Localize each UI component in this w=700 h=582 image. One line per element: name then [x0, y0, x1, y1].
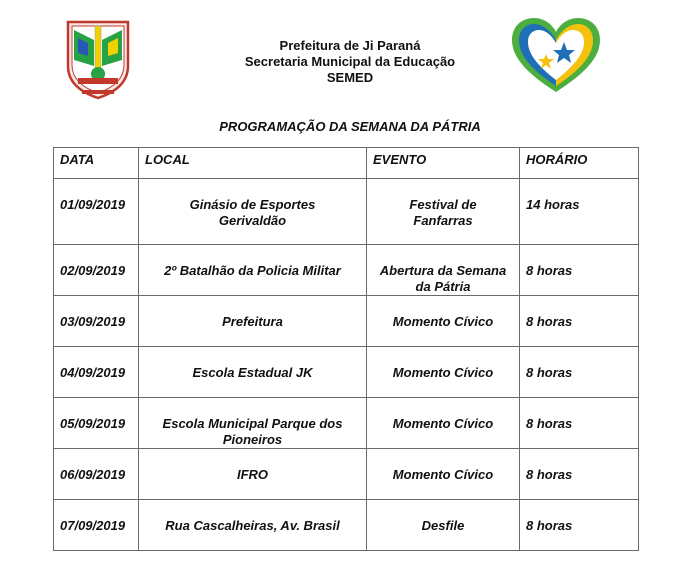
heart-stars-logo [508, 16, 604, 96]
cell-evento: Momento Cívico [367, 398, 520, 449]
cell-data: 03/09/2019 [54, 296, 139, 347]
cell-horario: 8 horas [520, 449, 639, 500]
cell-local: Prefeitura [139, 296, 367, 347]
cell-evento: Abertura da Semana da Pátria [367, 245, 520, 296]
cell-local: Escola Estadual JK [139, 347, 367, 398]
municipal-coat-of-arms-logo [58, 16, 138, 102]
cell-data: 02/09/2019 [54, 245, 139, 296]
cell-data: 04/09/2019 [54, 347, 139, 398]
table-row [54, 347, 639, 398]
table-header-row [54, 148, 639, 179]
cell-local: 2º Batalhão da Policia Militar [139, 245, 367, 296]
cell-horario: 14 horas [520, 179, 639, 245]
page-title: PROGRAMAÇÃO DA SEMANA DA PÁTRIA [219, 119, 481, 134]
cell-evento: Momento Cívico [367, 449, 520, 500]
cell-local: Ginásio de Esportes Gerivaldão [139, 179, 367, 245]
institution-header [200, 38, 500, 86]
cell-data: 01/09/2019 [54, 179, 139, 245]
table-row [54, 296, 639, 347]
cell-local: IFRO [139, 449, 367, 500]
cell-horario: 8 horas [520, 296, 639, 347]
cell-local: Rua Cascalheiras, Av. Brasil [139, 500, 367, 551]
cell-horario: 8 horas [520, 347, 639, 398]
schedule-table [53, 147, 639, 551]
column-header-data: DATA [54, 148, 139, 179]
cell-evento: Momento Cívico [367, 296, 520, 347]
cell-data: 06/09/2019 [54, 449, 139, 500]
cell-data: 05/09/2019 [54, 398, 139, 449]
column-header-horario: HORÁRIO [520, 148, 639, 179]
table-row [54, 179, 639, 245]
cell-evento: Momento Cívico [367, 347, 520, 398]
header-line-municipality: Prefeitura de Ji Paraná [279, 38, 421, 53]
cell-evento: Festival de Fanfarras [367, 179, 520, 245]
cell-evento: Desfile [367, 500, 520, 551]
table-row [54, 398, 639, 449]
table-row [54, 245, 639, 296]
table-row [54, 449, 639, 500]
cell-horario: 8 horas [520, 245, 639, 296]
header-line-semed: SEMED [326, 70, 374, 85]
column-header-local: LOCAL [139, 148, 367, 179]
column-header-evento: EVENTO [367, 148, 520, 179]
cell-local: Escola Municipal Parque dos Pioneiros [139, 398, 367, 449]
table-row [54, 500, 639, 551]
cell-data: 07/09/2019 [54, 500, 139, 551]
cell-horario: 8 horas [520, 500, 639, 551]
cell-horario: 8 horas [520, 398, 639, 449]
header-line-secretariat: Secretaria Municipal da Educação [244, 54, 456, 69]
